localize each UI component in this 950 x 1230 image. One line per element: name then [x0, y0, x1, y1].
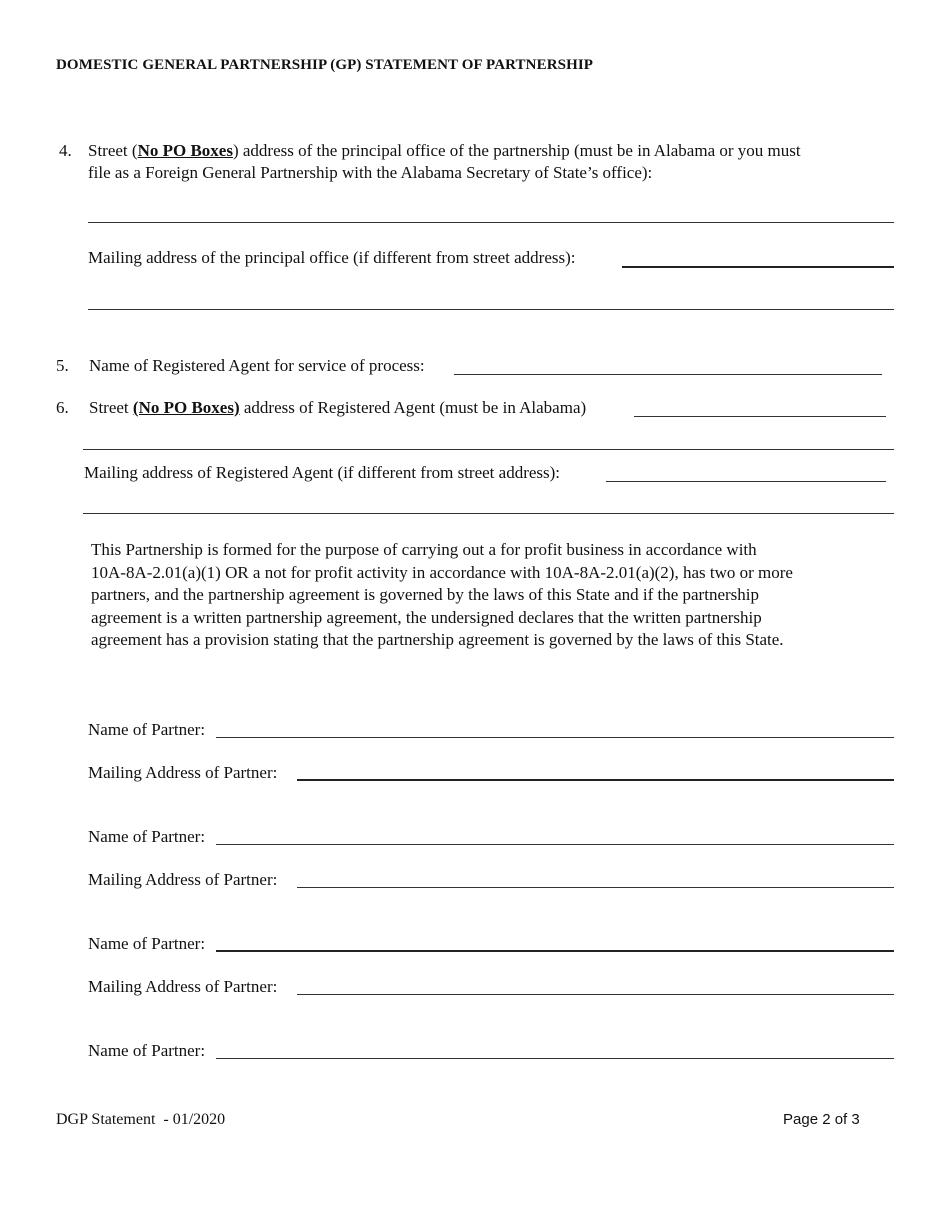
principal-mailing-label: Mailing address of the principal office (if different from street address):: [88, 248, 576, 267]
agent-street-field-line-2[interactable]: [83, 449, 894, 450]
item-6-post: address of Registered Agent (must be in Alabama): [239, 398, 587, 417]
agent-mailing-field-line-2[interactable]: [83, 513, 894, 514]
item-6-pre: Street: [89, 398, 133, 417]
partner-1-address-field[interactable]: [297, 779, 894, 781]
partner-3-name-label: Name of Partner:: [88, 934, 206, 953]
footer-page-number: Page 2 of 3: [783, 1111, 860, 1128]
item-4-no-po-boxes: No PO Boxes: [137, 141, 233, 160]
agent-mailing-field[interactable]: [606, 481, 886, 482]
agent-street-field[interactable]: [634, 416, 886, 417]
principal-mailing-field-line-2[interactable]: [88, 309, 894, 310]
item-6-number: 6.: [56, 398, 69, 417]
statement-line: This Partnership is formed for the purpose of carrying out a for profit business in accordance with: [91, 540, 757, 559]
principal-street-field[interactable]: [88, 222, 894, 223]
item-4-line-2: file as a Foreign General Partnership with the Alabama Secretary of State’s office):: [88, 163, 653, 182]
item-4-line-1: [88, 140, 801, 162]
partner-4-name-label: Name of Partner:: [88, 1041, 206, 1060]
statement-line: agreement has a provision stating that the partnership agreement is governed by the laws of this State.: [91, 630, 784, 649]
registered-agent-field[interactable]: [454, 374, 882, 375]
partner-2-name-field[interactable]: [216, 844, 894, 845]
partner-4-name-field[interactable]: [216, 1058, 894, 1059]
registered-agent-label: Name of Registered Agent for service of process:: [89, 356, 425, 375]
item-6-no-po-boxes: (No PO Boxes): [132, 398, 240, 417]
footer-form-id: DGP Statement - 01/2020: [56, 1111, 226, 1128]
item-4-post: ) address of the principal office of the partnership (must be in Alabama or you must: [232, 141, 801, 160]
agent-mailing-label: Mailing address of Registered Agent (if different from street address):: [84, 463, 561, 482]
statement-line: agreement is a written partnership agreement, the undersigned declares that the written partnership: [91, 607, 762, 627]
item-4-pre: Street (: [88, 141, 138, 160]
item-4-number: 4.: [59, 141, 72, 160]
statement-line: partners, and the partnership agreement is governed by the laws of this State and if the partnership: [91, 585, 759, 604]
statement-line: 10A-8A-2.01(a)(1) OR a not for profit activity in accordance with 10A-8A-2.01(a)(2), has two or more: [91, 562, 793, 582]
principal-mailing-field[interactable]: [622, 266, 894, 268]
agent-street-label: [89, 397, 586, 419]
statement-paragraph: [91, 539, 793, 652]
page-title: DOMESTIC GENERAL PARTNERSHIP (GP) STATEMENT OF PARTNERSHIP: [56, 57, 594, 73]
partner-1-name-field[interactable]: [216, 737, 894, 738]
partner-2-name-label: Name of Partner:: [88, 827, 206, 846]
partner-3-name-field[interactable]: [216, 950, 894, 952]
partner-1-address-label: Mailing Address of Partner:: [88, 763, 278, 782]
partner-3-address-label: Mailing Address of Partner:: [88, 977, 278, 996]
partner-3-address-field[interactable]: [297, 994, 894, 995]
partner-2-address-label: Mailing Address of Partner:: [88, 870, 278, 889]
partner-1-name-label: Name of Partner:: [88, 720, 206, 739]
item-5-number: 5.: [56, 356, 69, 375]
partner-2-address-field[interactable]: [297, 887, 894, 888]
